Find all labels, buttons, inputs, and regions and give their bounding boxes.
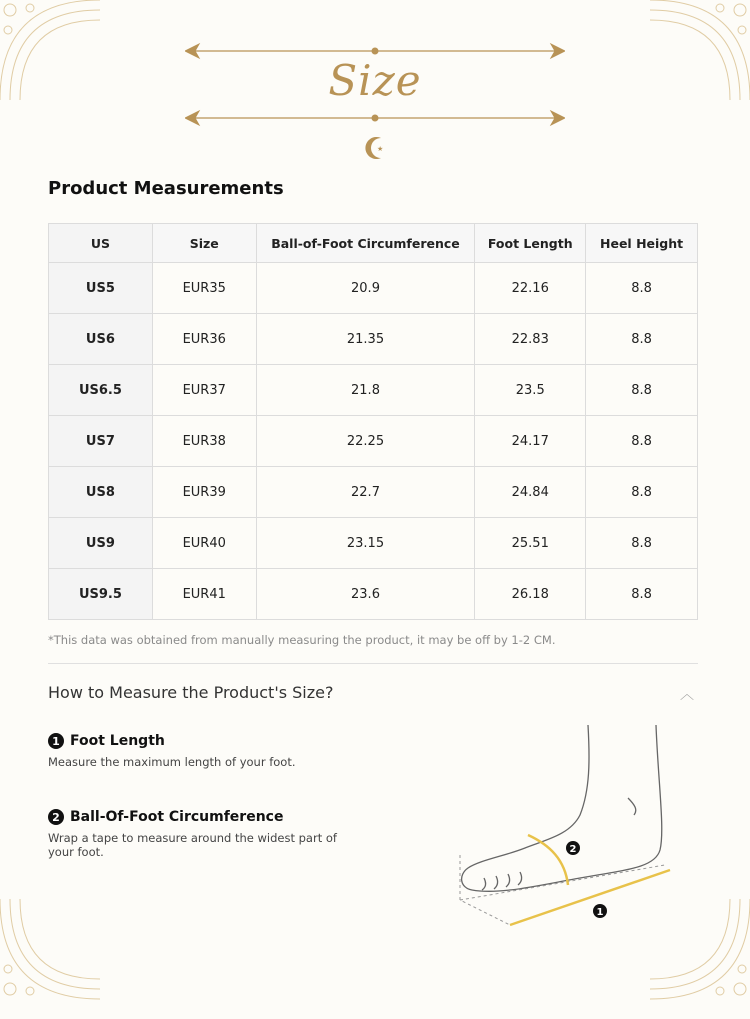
step-number-badge: 1 [48, 733, 64, 749]
table-row [49, 416, 698, 467]
section-title: Product Measurements [48, 178, 284, 199]
table-cell: 8.8 [586, 365, 698, 416]
table-cell: 20.9 [256, 263, 475, 314]
step-title: Foot Length [70, 733, 165, 749]
step-ball-of-foot [48, 809, 348, 860]
table-cell: 8.8 [586, 467, 698, 518]
table-cell: 24.84 [475, 467, 586, 518]
table-cell: 22.7 [256, 467, 475, 518]
table-row [49, 365, 698, 416]
table-cell: 23.6 [256, 569, 475, 620]
table-cell: 26.18 [475, 569, 586, 620]
table-row [49, 263, 698, 314]
foot-diagram-icon [450, 720, 680, 930]
table-cell: 8.8 [586, 263, 698, 314]
step-number-badge: 2 [48, 809, 64, 825]
step-foot-length [48, 733, 348, 769]
table-row [49, 569, 698, 620]
diagram-label: 1 [596, 907, 604, 918]
measurement-disclaimer: *This data was obtained from manually measuring the product, it may be off by 1-2 CM. [48, 633, 556, 647]
table-cell: 8.8 [586, 569, 698, 620]
table-cell: 8.8 [586, 416, 698, 467]
table-row [49, 467, 698, 518]
column-header: Size [152, 224, 256, 263]
table-cell: 24.17 [475, 416, 586, 467]
table-cell: EUR39 [152, 467, 256, 518]
size-title: Size [328, 56, 422, 105]
table-row [49, 518, 698, 569]
chevron-up-icon[interactable]: ︿ [680, 687, 694, 703]
table-cell: 25.51 [475, 518, 586, 569]
table-cell: 21.35 [256, 314, 475, 365]
divider [48, 663, 698, 664]
column-header: Heel Height [586, 224, 698, 263]
table-cell: EUR40 [152, 518, 256, 569]
table-cell: 22.83 [475, 314, 586, 365]
corner-ornament-icon [0, 899, 100, 1019]
table-cell: EUR38 [152, 416, 256, 467]
table-cell: 23.15 [256, 518, 475, 569]
table-cell: 22.25 [256, 416, 475, 467]
column-header: Foot Length [475, 224, 586, 263]
table-cell: 22.16 [475, 263, 586, 314]
table-header-row [49, 224, 698, 263]
diagram-label: 2 [569, 844, 577, 855]
table-cell: US8 [49, 467, 153, 518]
column-header: US [49, 224, 153, 263]
measurement-table [48, 223, 698, 620]
table-cell: US7 [49, 416, 153, 467]
table-cell: EUR36 [152, 314, 256, 365]
step-description: Wrap a tape to measure around the widest part of your foot. [48, 831, 337, 860]
column-header: Ball-of-Foot Circumference [256, 224, 475, 263]
step-title: Ball-Of-Foot Circumference [70, 809, 284, 825]
svg-text:★: ★ [377, 145, 384, 153]
table-cell: EUR37 [152, 365, 256, 416]
table-cell: US5 [49, 263, 153, 314]
table-cell: 8.8 [586, 518, 698, 569]
table-cell: 8.8 [586, 314, 698, 365]
how-to-measure-heading[interactable]: How to Measure the Product's Size? [48, 683, 334, 702]
table-row [49, 314, 698, 365]
step-description: Measure the maximum length of your foot. [48, 755, 296, 769]
table-cell: US9 [49, 518, 153, 569]
table-cell: EUR41 [152, 569, 256, 620]
table-cell: EUR35 [152, 263, 256, 314]
table-cell: 23.5 [475, 365, 586, 416]
table-cell: US9.5 [49, 569, 153, 620]
table-cell: 21.8 [256, 365, 475, 416]
table-cell: US6 [49, 314, 153, 365]
table-cell: US6.5 [49, 365, 153, 416]
